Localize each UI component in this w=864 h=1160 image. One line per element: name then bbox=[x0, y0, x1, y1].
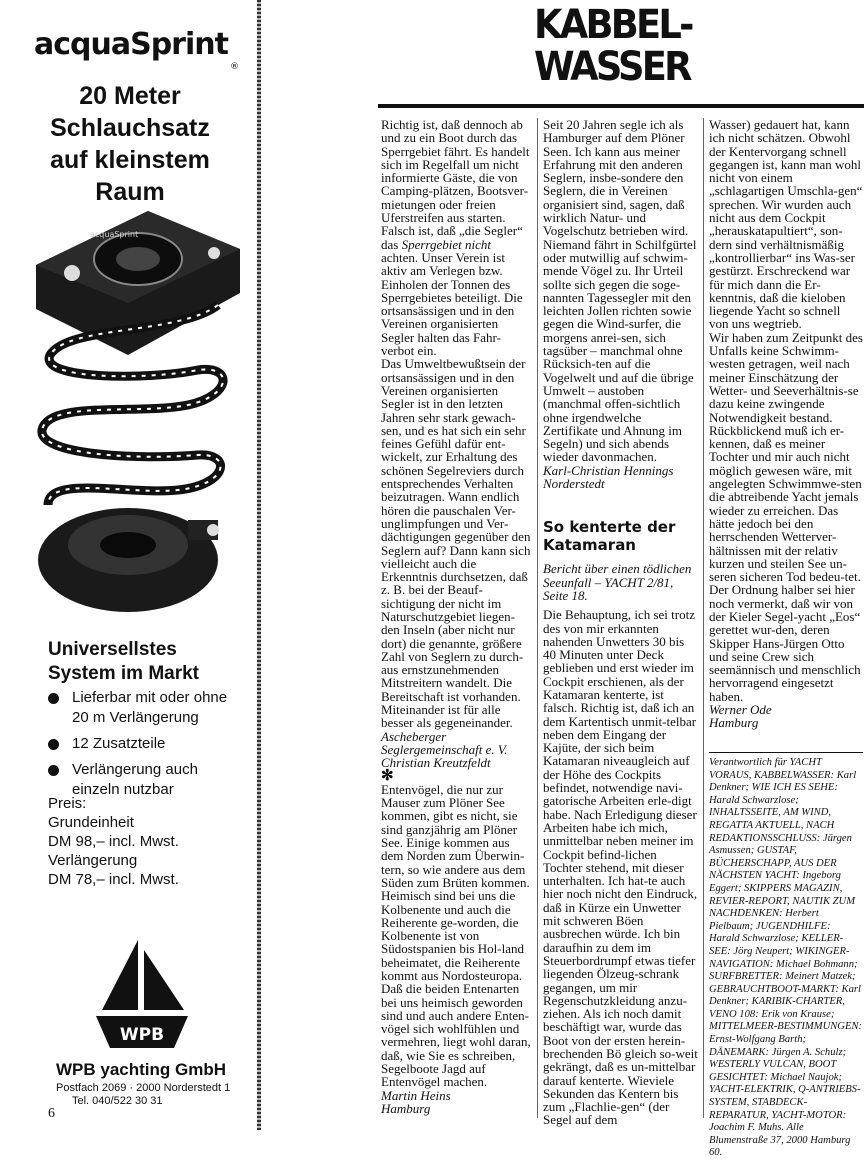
signature bbox=[381, 730, 531, 770]
paragraph: Wir haben zum Zeitpunkt des Unfalls keine Schwimm-westen getragen, weil nach meiner Einschätzung der Wetter- und Seeverhältnis-se dazu keine zwingende Notwendigkeit bestand. Rückblickend muß ich er-kennen, daß es meiner Tochter und mir auch nicht möglich gewesen wäre, mit angelegten Schwimmwe-sten die abtreibende Yacht jemals wieder zu erreichen. Das hätte jedoch bei den herrschenden Wetterver-hältnissen mit der relativ kurzen und steilen See un-seren sicheren Tod bedeu-tet. bbox=[709, 329, 863, 585]
paragraph: Wasser) gedauert hat, kann ich nicht schätzen. Obwohl der Kentervorgang schnell gegangen ist, kann man wohl nicht von einem „schlagartigen Umschla-gen“ sprechen. Wir wurden auch nicht aus dem Cockpit „herauskatapultiert“, son-dern sind verhältnismäßig „kontrollierbar“ ins Was-ser gestürzt. Erschreckend war für mich dann die Er-kenntnis, daß die kieloben liegende Yacht so schnell von uns wegtrieb. bbox=[709, 117, 863, 332]
paragraph: Entenvögel, die nur zur Mauser zum Plöner See kommen, gibt es nicht, sie sind ganzjährig am Plöner See. Einige kommen aus dem Norden zum Überwin-tern, so wie andere aus dem Süden zum Brüten kommen. Heimisch sind bei uns die Kolbenente und auch die Reiherente ge-worden, die Kolbenente ist von Südostspanien bis Hol-land beheimatet, die Reiherente kommt aus Nordosteuropa. Daß die beiden Entenarten bei uns heimisch geworden sind und auch andere Enten-vögel sich wohlfühlen und vermehren, liegt wohl daran, daß, wie Sie es schreiben, Segelboote Jagd auf Entenvögel machen. bbox=[381, 781, 531, 1090]
bullet-icon bbox=[48, 765, 59, 776]
ad-headline-line: 20 Meter bbox=[79, 82, 181, 110]
price-line: Verlängerung bbox=[48, 852, 138, 869]
price-list bbox=[48, 794, 179, 889]
price-line: DM 98,– incl. Mwst. bbox=[48, 833, 179, 850]
column-divider bbox=[703, 118, 704, 1118]
editorial-credits: Verantwortlich für YACHT VORAUS, KABBELWASSER: Karl Denkner; WIE ICH ES SEHE: Harald Schwarzlose; INHALTSSEITE, AM WIND, REGATTA AKTUELL, NACH REDAKTIONSSCHLUSS: Jürgen Asmussen; GUSTAF, BÜCHERSCHAPP, AUS DER NÄCHSTEN YACHT: Ingeborg Eggert; SKIPPERS MAGAZIN, REVIER-REPORT, NAUTIK ZUM NACHDENKEN: Herbert Pielbaum; JUGENDHILFE: Harald Schwarzlose; KELLER-SEE: Jörg Neupert; WIKINGER-NAVIGATION: Michael Bohmann; SURFBRETTER: Meinert Matzek; GEBRAUCHTBOOT-MARKT: Karl Denkner; KARIBIK-CHARTER, VENO 108: Erik von Krause; MITTELMEER-BESTIMMUNGEN: Ernst-Wolfgang Barth; DÄNEMARK: Jürgen A. Schulz; WESTERLY VULCAN, BOOT GESICHTET: Michael Naujok; YACHT-ELEKTRIK, Q-ANTRIEBS-SYSTEM, STABDECK-REPARATUR, YACHT-MOTOR: Joachim F. Muhs. Alle Blumenstraße 37, 2000 Hamburg 60. bbox=[709, 752, 863, 1160]
ad-subheadline-line: Universellstes bbox=[48, 639, 177, 660]
price-line: DM 78,– incl. Mwst. bbox=[48, 871, 179, 888]
paragraph bbox=[381, 118, 531, 357]
text: Richtig ist, daß dennoch ab und zu ein Boot durch das Sperrgebiet fährt. Es handelt sich im Regelfall um nicht informierte Gäste, die von Camping-plätzen, Bootsver-mietungen oder freien Uferstreifen aus starten. Falsch ist, daß „die Segler“ das bbox=[381, 117, 530, 252]
text: achten. Unser Verein ist aktiv am Verlegen bzw. Einholen der Tonnen des Sperrgebietes beteiligt. Die ortsansässigen und in den Vereinen organisierten Segler halten das Fahr-verbot ein. bbox=[381, 249, 523, 359]
bullet-icon bbox=[48, 693, 59, 704]
signature-line: Hamburg bbox=[381, 1100, 431, 1116]
article-column-1 bbox=[381, 118, 531, 1115]
ad-headline-line: Raum bbox=[95, 178, 165, 206]
signature-line: Ascheberger bbox=[381, 728, 447, 744]
ad-subheadline bbox=[48, 638, 199, 686]
article-subheadline bbox=[543, 518, 698, 554]
paragraph: Seit 20 Jahren segle ich als Hamburger auf dem Plöner Seen. Ich kann aus meiner Erfahrung mit den anderen Seglern, insbe-sondere den Seglern, die in Vereinen organisiert sind, sagen, daß wirklich Natur- und Vogelschutz betrieben wird. Niemand fährt in Schilfgürtel oder mutwillig auf schwim-mende Vögel zu. Ihr Urteil sollte sich gegen die soge-nannten Tagessegler mit den leichten Jollen richten sowie gegen die Wind-surfer, die morgens anrei-sen, sich tagsüber – manchmal ohne Rücksich-ten auf die Vogelwelt und auf die übrige Umwelt – austoben (manchmal offen-sichtlich ohne irgendwelche Zertifikate und Ahnung im Segeln) und sich abends wieder davonmachen. bbox=[543, 117, 697, 465]
feature-item bbox=[48, 688, 227, 728]
price-line: Grundeinheit bbox=[48, 814, 134, 831]
price-line: Preis: bbox=[48, 795, 87, 812]
feature-line: Lieferbar mit oder ohne bbox=[72, 689, 228, 706]
section-title-line: KABBEL- bbox=[534, 2, 692, 48]
sailboat-logo-icon bbox=[96, 940, 188, 1064]
phone-line: Tel. 040/522 30 31 bbox=[72, 1095, 163, 1107]
paragraph: Der Ordnung halber sei hier noch vermerkt, daß wir von der Kieler Segel-yacht „Eos“ gerettet wur-den, deren Skipper Hans-Jürgen Otto und seine Crew sich seemännisch und menschlich hervorragend eingesetzt haben. bbox=[709, 582, 861, 704]
ad-headline bbox=[30, 80, 230, 208]
emphasis-text: Sperrgebiet nicht bbox=[401, 236, 492, 252]
article-column-2 bbox=[543, 118, 698, 1127]
feature-line: Verlängerung auch bbox=[72, 761, 198, 778]
asterisk-separator-icon: ✻ bbox=[381, 767, 394, 784]
signature bbox=[543, 464, 698, 491]
feature-line: einzeln nutzbar bbox=[72, 781, 174, 798]
signature-line: Martin Heins bbox=[381, 1087, 451, 1103]
company-name: WPB yachting GmbH bbox=[56, 1060, 227, 1079]
paragraph: Das Umweltbewußtsein der ortsansässigen und in den Vereinen organisierten Segler ist in den letzten Jahren sehr stark gewach-sen, und es hat sich ein sehr feines Gefühl dafür ent-wickelt, zur Erhaltung des schönen Segelreviers durch entsprechendes Verhalten beizutragen. Wann endlich hören die pauschalen Ver-unglimpfungen und Ver-dächtigungen gegenüber den Seglern auf? Dann kann sich vielleicht auch die Erkenntnis durchsetzen, daß z. B. bei der Beauf-sichtigung der nicht im Naturschutzgebiet liegen-den Inseln (aber nicht nur dort) die genannte, größere Zahl von Seglern zu durch-aus ernstzunehmenden Mitstreitern wandelt. Die Bereitschaft ist vorhanden. Miteinander ist für alle besser als gegeneinander. bbox=[381, 356, 531, 731]
section-title-line: WASSER bbox=[534, 44, 690, 90]
article-column-3 bbox=[709, 118, 863, 730]
subheadline-line: So kenterte der bbox=[543, 518, 676, 537]
ad-brand-logo: acquaSprint bbox=[34, 27, 228, 62]
signature-line: Seglergemeinschaft e. V. bbox=[381, 741, 508, 757]
company-address bbox=[56, 1082, 230, 1108]
address-line: Postfach 2069 · 2000 Norderstedt 1 bbox=[56, 1082, 231, 1094]
paragraph: Die Behauptung, ich sei trotz des von mir erkannten nahenden Unwetters 30 bis 40 Minuten unter Deck geblieben und erst wieder im Cockpit erschienen, als der Katamaran kenterte, ist falsch. Richtig ist, daß ich an dem Kartentisch unmit-telbar neben dem Eingang der Kajüte, der sich beim Katamaran niveaugleich auf der Höhe des Cockpits befindet, notwendige navi-gatorische Arbeiten erle-digt habe. Nach Erledigung dieser Arbeiten habe ich mich, unmittelbar neben meiner im Cockpit befind-lichen Tochter stehend, mit dieser unterhalten. Ich hat-te auch hier noch nicht den Eindruck, daß in Kürze ein Unwetter mit schweren Böen ausbrechen würde. Ich bin daraufhin zu dem im Steuerbordrumpf etwas tiefer liegenden Ölzeug-schrank gegangen, um mir Regenschutzkleidung anzu-ziehen. Als ich noch damit beschäftigt war, wurde das Boot von der ersten herein-brechenden Bö gleich so-weit gekrängt, daß es un-mittelbar darauf kenterte. Wieviele Sekunden das Kentern bis zum „Flachlie-gen“ (der Segel auf dem bbox=[543, 607, 698, 1128]
advertisement bbox=[0, 0, 258, 1130]
signature-line: Werner Ode bbox=[709, 702, 772, 718]
column-divider bbox=[537, 118, 538, 1118]
signature-line: Norderstedt bbox=[543, 476, 605, 492]
ad-headline-line: auf kleinstem bbox=[50, 146, 210, 174]
signature-line: Hamburg bbox=[709, 715, 759, 731]
subheadline-line: Katamaran bbox=[543, 536, 636, 555]
signature-line: Karl-Christian Hennings bbox=[543, 462, 674, 478]
page-number: 6 bbox=[48, 1106, 55, 1121]
signature-line: Christian Kreutzfeldt bbox=[381, 755, 491, 771]
feature-line: 12 Zusatzteile bbox=[72, 735, 166, 752]
section-title bbox=[534, 4, 705, 88]
page-gutter bbox=[257, 0, 261, 1130]
logo-text: WPB bbox=[119, 1025, 165, 1045]
svg-text:acquaSprint: acquaSprint bbox=[90, 230, 139, 239]
ad-headline-line: Schlauchsatz bbox=[50, 114, 210, 142]
feature-line: 20 m Verlängerung bbox=[72, 709, 199, 726]
article-reference: Bericht über einen tödlichen Seeunfall – YACHT 2/81, Seite 18. bbox=[543, 561, 692, 603]
bullet-icon bbox=[48, 739, 59, 750]
header-rule bbox=[378, 104, 864, 108]
signature bbox=[381, 1089, 531, 1116]
signature bbox=[709, 703, 863, 730]
registered-mark: ® bbox=[230, 62, 239, 72]
feature-list bbox=[48, 688, 227, 800]
ad-subheadline-line: System im Markt bbox=[48, 662, 200, 684]
hose-product-photo bbox=[28, 205, 240, 625]
feature-item bbox=[48, 734, 227, 754]
